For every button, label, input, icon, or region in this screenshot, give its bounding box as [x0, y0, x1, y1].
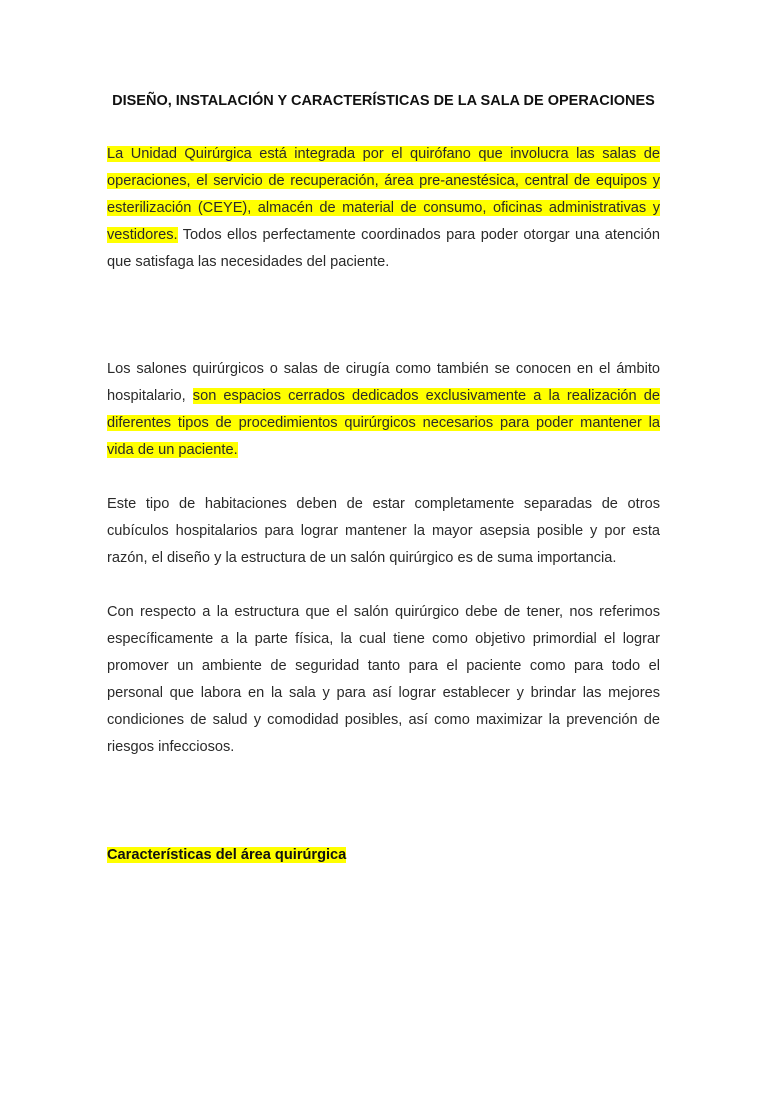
document-title: DISEÑO, INSTALACIÓN Y CARACTERÍSTICAS DE LA SALA DE OPERACIONES — [112, 93, 655, 109]
highlighted-text: La Unidad Quirúrgica está integrada por el quirófano que involucra las salas de operaciones, el servicio de recuperación, área pre-anestésica, central de equipos y esterilización (CEYE), almacén de material de consumo, oficinas administrativas y vestidores. — [107, 146, 660, 243]
paragraph-unidad-quirurgica — [107, 141, 660, 276]
section-heading — [107, 842, 660, 869]
document-page — [0, 88, 768, 1112]
paragraph-habitaciones: Este tipo de habitaciones deben de estar completamente separadas de otros cubículos hospitalarios para lograr mantener la mayor asepsia posible y por esta razón, el diseño y la estructura de un salón quirúrgico es de suma importancia. — [107, 496, 660, 566]
paragraph-estructura: Con respecto a la estructura que el salón quirúrgico debe de tener, nos referimos específicamente a la parte física, la cual tiene como objetivo primordial el lograr promover un ambiente de seguridad tanto para el paciente como para todo el personal que labora en la sala y para así lograr establecer y brindar las mejores condiciones de salud y comodidad posibles, así como maximizar la prevención de riesgos infecciosos. — [107, 604, 660, 755]
paragraph-text: Los salones quirúrgicos o salas de cirugía como también se conocen en el ámbito hospitalario, — [107, 361, 660, 404]
highlighted-heading: Características del área quirúrgica — [107, 847, 347, 863]
highlighted-text: son espacios cerrados dedicados exclusivamente a la realización de diferentes tipos de procedimientos quirúrgicos necesarios para poder mantener la vida de un paciente. — [107, 388, 660, 458]
paragraph-text: Todos ellos perfectamente coordinados para poder otorgar una atención que satisfaga las necesidades del paciente. — [107, 227, 660, 270]
paragraph-salones-quirurgicos — [107, 356, 660, 464]
